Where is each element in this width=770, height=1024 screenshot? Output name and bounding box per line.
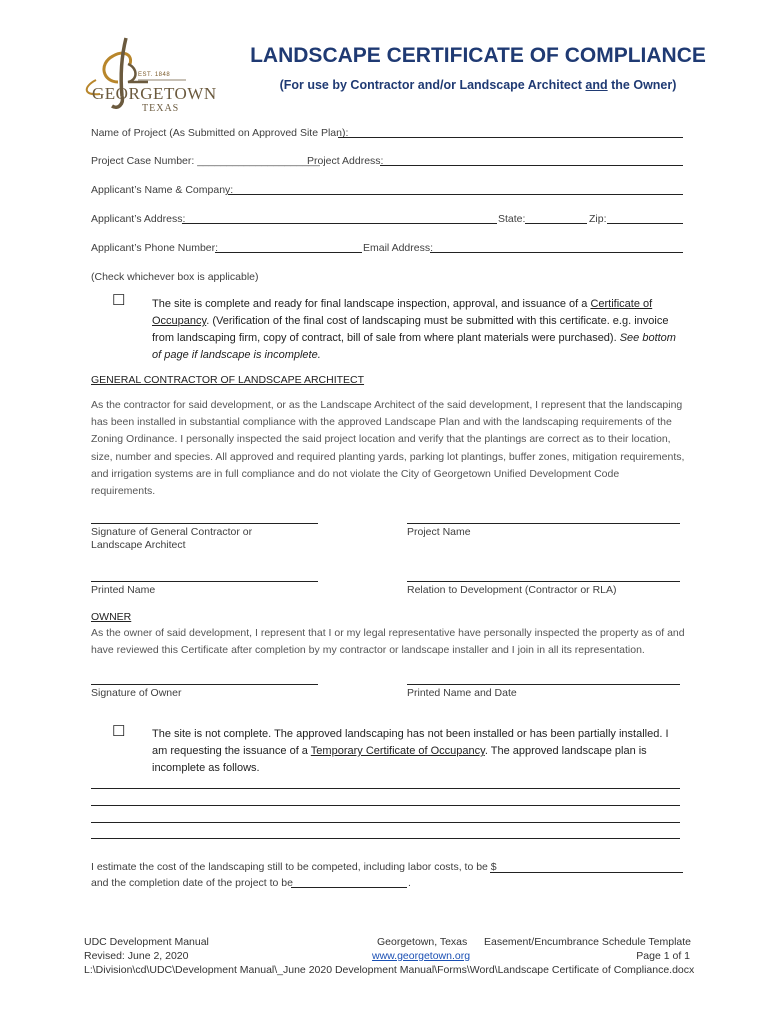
logo-city-name: GEORGETOWN [92,84,217,103]
applicant-address-label: Applicant’s Address: [91,213,186,225]
project-address-label: Project Address: [307,155,384,167]
logo-state: TEXAS [142,103,180,114]
contractor-paragraph: As the contractor for said development, or as the Landscape Architect of the said development, I represent that the landscaping has been installed in substantial compliance with the approved Landscape Plan and with the landscaping requirements of the Zoning Ordinance. I personally inspected the said project location and verify that the plantings are correct as to their location, size, number and species. All approved and required planting yards, parking lot plantings, buffer zones, mitigation requirements, and irrigation systems are in full compliance and do not violate the City of Georgetown Unified Development Code requirements. [91,399,685,498]
completion-date-field[interactable] [291,887,407,888]
relation-label: Relation to Development (Contractor or RLA) [407,584,617,596]
applicant-name-label: Applicant’s Name & Company: [91,184,234,196]
subtitle-post: the Owner) [607,78,677,92]
footer-page: Page 1 of 1 [636,950,690,962]
owner-paragraph: As the owner of said development, I represent that I or my legal representative have personally inspected the property as of and have reviewed this Certificate after completion by my contractor or landscape installer and I join in all its representation. [91,627,685,657]
complete-checkbox[interactable]: ☐ [112,292,126,309]
incomplete-line-2[interactable] [91,805,680,806]
printed-name-label: Printed Name [91,584,156,596]
footer-path: L:\Division\cd\UDC\Development Manual\_June 2020 Development Manual\Forms\Word\Landscape Certificate of Compliance.docx [84,964,695,976]
check-note: (Check whichever box is applicable) [91,271,259,283]
page-subtitle [248,78,708,92]
printed-name-line[interactable] [91,581,318,582]
zip-field[interactable] [607,223,683,224]
applicant-name-field[interactable] [228,194,683,195]
state-field[interactable] [525,223,587,224]
applicant-address-field[interactable] [182,223,497,224]
project-name-label: Name of Project (As Submitted on Approved Site Plan): [91,127,349,139]
email-label: Email Address: [363,242,434,254]
relation-line[interactable] [407,581,680,582]
incomplete-text-2: . The approved landscape plan is incomplete as follows. [152,745,647,774]
contractor-signature-line[interactable] [91,523,318,524]
complete-option-text [152,296,677,364]
owner-printed-line[interactable] [407,684,680,685]
footer-revised: Revised: June 2, 2020 [84,950,189,962]
estimate-cost-label: I estimate the cost of the landscaping still to be competed, including labor costs, to be $ [91,861,497,873]
incomplete-text-1: The site is not complete. The approved landscaping has not been installed or has been partially installed. I am requesting the issuance of a [152,728,669,757]
owner-signature-label: Signature of Owner [91,687,182,699]
project-name-field[interactable] [338,137,683,138]
incomplete-line-1[interactable] [91,788,680,789]
logo-est: EST. 1848 [138,72,171,78]
contractor-heading: GENERAL CONTRACTOR OF LANDSCAPE ARCHITECT [91,374,365,386]
complete-text-2: . (Verification of the final cost of landscaping must be submitted with this certificate. e.g. invoice from landscaping firm, copy of contract, bill of sale from where plant materials were purchased). [152,315,669,344]
project-name-sig-label: Project Name [407,526,471,538]
city-logo [78,34,217,120]
complete-text-italic: See bottom of page if landscape is incomplete. [152,332,676,361]
incomplete-option-text [152,726,677,777]
incomplete-checkbox[interactable]: ☐ [112,723,126,740]
incomplete-line-3[interactable] [91,822,680,823]
owner-heading: OWNER [91,611,132,623]
page-title: LANDSCAPE CERTIFICATE OF COMPLIANCE [250,44,706,67]
phone-field[interactable] [215,252,362,253]
owner-printed-label: Printed Name and Date [407,687,517,699]
footer-manual: UDC Development Manual [84,936,209,948]
owner-signature-line[interactable] [91,684,318,685]
subtitle-and: and [585,78,608,92]
footer-website-link[interactable]: www.georgetown.org [372,950,471,962]
zip-label: Zip: [589,213,607,225]
contractor-signature-label: Signature of General Contractor or Landscape Architect [91,526,253,551]
subtitle-pre: (For use by Contractor and/or Landscape Architect [279,78,586,92]
project-name-signature-line[interactable] [407,523,680,524]
estimate-end: . [408,877,411,889]
state-label: State: [498,213,526,225]
footer-city: Georgetown, Texas [377,936,468,948]
email-field[interactable] [430,252,683,253]
phone-label: Applicant’s Phone Number: [91,242,219,254]
estimate-cost-field[interactable] [490,872,683,873]
certificate-of-occupancy-link: Certificate of Occupancy [152,298,653,327]
case-number-label: Project Case Number: _____________________ [91,155,320,167]
temporary-co-link: Temporary Certificate of Occupancy [310,745,485,757]
completion-date-label: and the completion date of the project to be [91,877,293,889]
project-address-field[interactable] [380,165,683,166]
complete-text-1: The site is complete and ready for final landscape inspection, approval, and issuance of a [152,298,591,310]
footer-template: Easement/Encumbrance Schedule Template [484,936,692,948]
incomplete-line-4[interactable] [91,838,680,839]
